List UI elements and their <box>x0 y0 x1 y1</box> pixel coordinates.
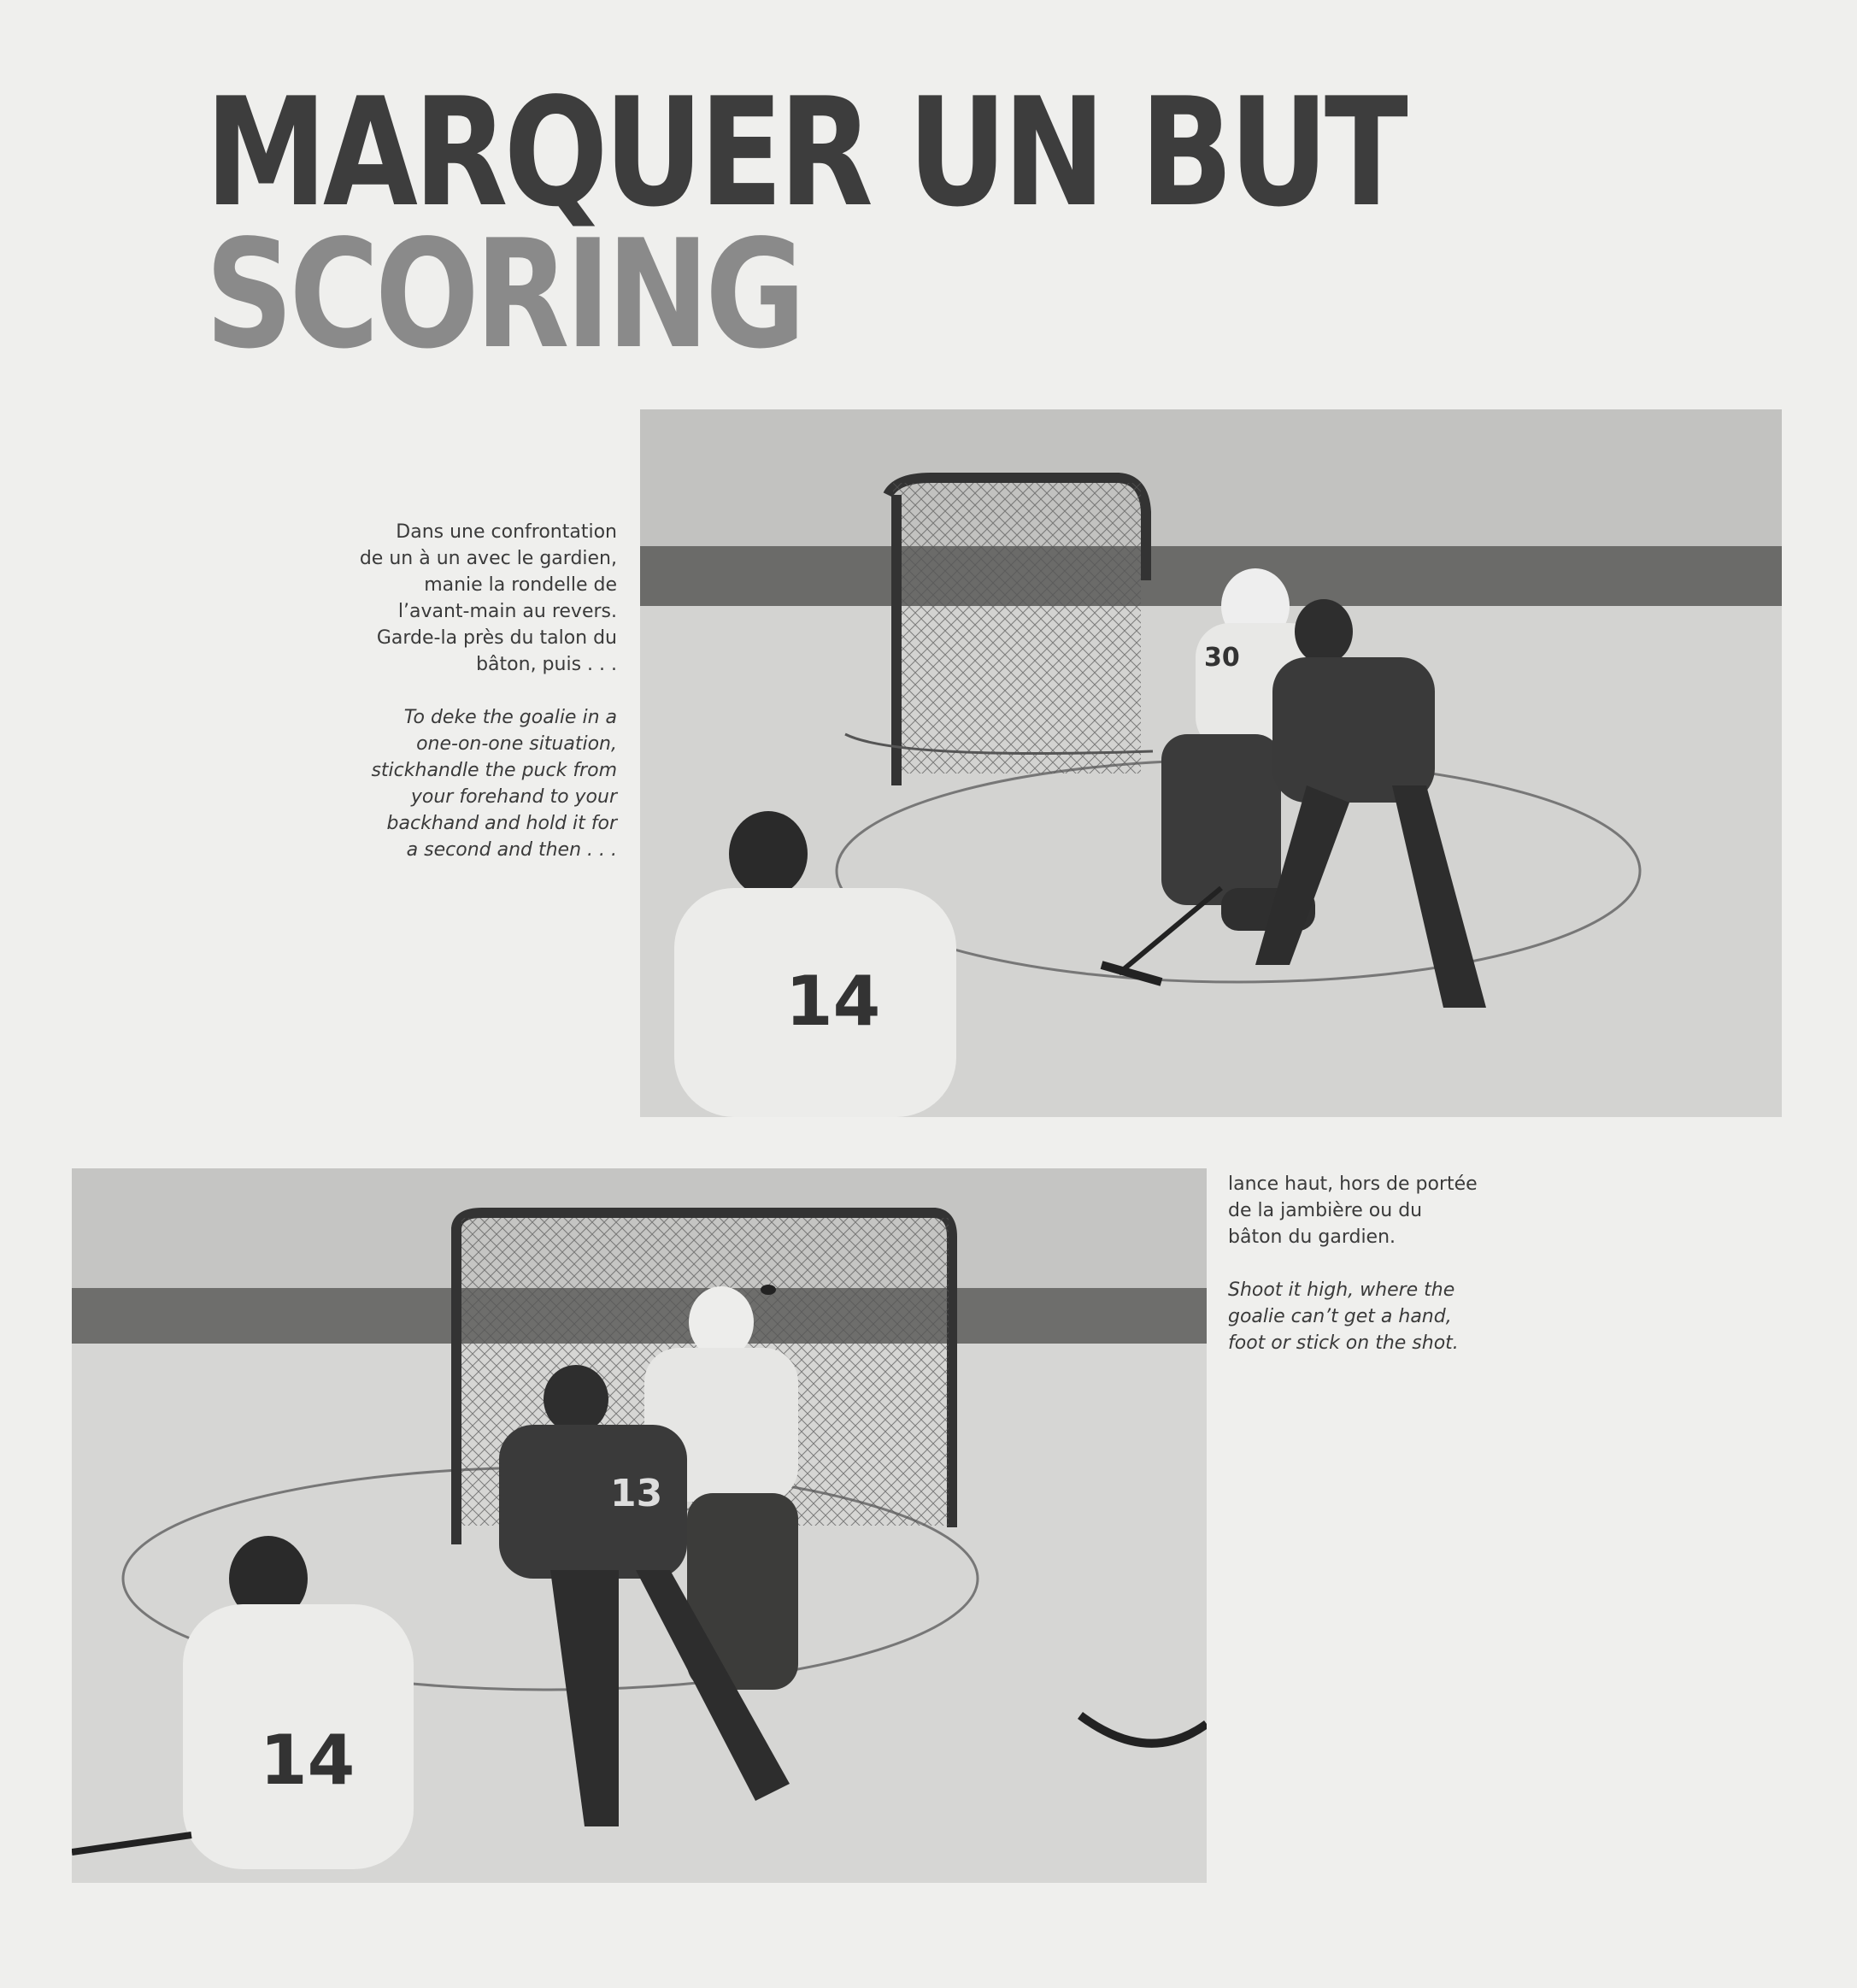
caption-step-2-english: Shoot it high, where the goalie can’t get a hand, foot or stick on the shot. <box>1228 1279 1459 1354</box>
caption-step-1-english: To deke the goalie in a one-on-one situation, stickhandle the puck from your forehand to your backhand and hold it for a second and then . . . <box>371 707 617 861</box>
jersey-number-goalie: 30 <box>1204 643 1240 673</box>
caption-step-1 <box>318 519 617 863</box>
jersey-number-shooter: 13 <box>610 1472 663 1515</box>
caption-step-1-french: Dans une confrontation de un à un avec le gardien, manie la rondelle de l’avant-main au revers. Garde-la près du talon du bâton, puis . . . <box>359 521 617 675</box>
caption-step-2 <box>1228 1171 1536 1356</box>
caption-step-2-french: lance haut, hors de portée de la jambière ou du bâton du gardien. <box>1228 1173 1478 1248</box>
page-title-french: MARQUER UN BUT <box>205 67 1404 240</box>
hockey-photo-shot <box>72 1168 1207 1883</box>
page-title-english: SCORING <box>205 209 802 382</box>
hockey-photo-deke <box>640 409 1782 1117</box>
jersey-number-foreground: 14 <box>785 962 881 1041</box>
jersey-number-foreground-2: 14 <box>260 1720 356 1800</box>
